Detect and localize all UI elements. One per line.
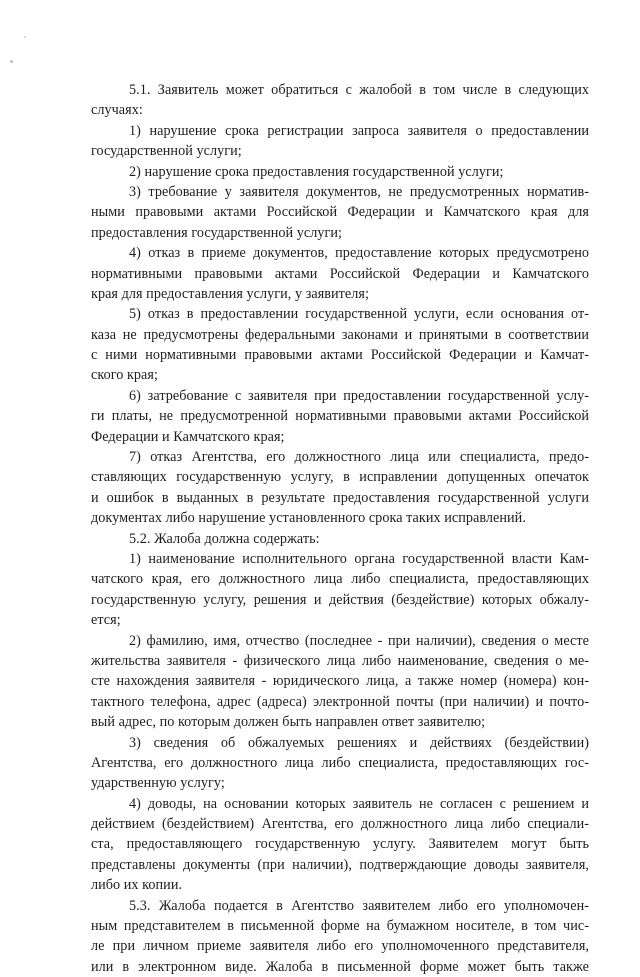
text-line: 4) отказ в приеме документов, предоставление которых предусмотрено	[129, 245, 589, 262]
text-line: вый адрес, по которым должен быть направлен ответ заявителю;	[91, 714, 486, 731]
scan-speck	[24, 36, 26, 38]
text-line: Федерации и Камчатского края;	[91, 428, 285, 445]
text-line: государственной услуги;	[91, 143, 242, 160]
text-line: ными правовыми актами Российской Федерации и Камчатского края для	[91, 204, 589, 221]
text-line: края для предоставления услуги, у заявителя;	[91, 285, 369, 302]
scan-speck	[10, 60, 13, 63]
text-line: 1) наименование исполнительного органа государственной власти Кам-	[129, 550, 589, 567]
text-line: тактного телефона, адрес (адреса) электронной почты (при наличии) и почто-	[91, 693, 589, 710]
text-line: ги платы, не предусмотренной нормативными правовыми актами Российской	[91, 408, 589, 425]
text-line: представлены документы (при наличии), подтверждающие доводы заявителя,	[91, 856, 589, 873]
text-line: 2) нарушение срока предоставления государственной услуги;	[129, 163, 504, 180]
text-line: с ними нормативными правовыми актами Российской Федерации и Камчат-	[91, 347, 589, 364]
text-line: каза не предусмотрены федеральными законами и принятыми в соответствии	[91, 326, 589, 343]
text-line: жительства заявителя - физического лица либо наименование, сведения о ме-	[91, 652, 589, 669]
text-line: 1) нарушение срока регистрации запроса заявителя о предоставлении	[129, 122, 589, 139]
text-line: ударственную услугу;	[91, 775, 225, 792]
text-line: 3) сведения об обжалуемых решениях и действиях (бездействии)	[129, 734, 589, 751]
text-line: 5) отказ в предоставлении государственной услуги, если основания от-	[129, 306, 589, 323]
text-line: 5.3. Жалоба подается в Агентство заявителем либо его уполномочен-	[129, 897, 589, 914]
text-line: 5.1. Заявитель может обратиться с жалобой в том числе в следующих	[129, 82, 589, 98]
text-line: ста, предоставляющего государственную услугу. Заявителем могут быть	[91, 836, 589, 853]
text-line: 7) отказ Агентства, его должностного лица или специалиста, предо-	[129, 449, 589, 466]
text-line: случаях:	[91, 102, 143, 119]
text-line: нормативными правовыми актами Российской Федерации и Камчатского	[91, 265, 589, 282]
text-line: 5.2. Жалоба должна содержать:	[129, 530, 320, 547]
text-line: Агентства, его должностного лица либо специалиста, предоставляющих гос-	[91, 754, 589, 771]
text-line: ле при личном приеме заявителя либо его уполномоченного представителя,	[91, 938, 589, 955]
text-line: ского края;	[91, 367, 158, 384]
text-line: либо их копии.	[91, 877, 183, 894]
text-line: и ошибок в выданных в результате предоставления государственной услуги	[91, 489, 589, 506]
text-line: сте нахождения заявителя - юридического лица, а также номер (номера) кон-	[91, 673, 589, 690]
text-line: ется;	[91, 612, 121, 629]
text-line: 6) затребование с заявителя при предоставлении государственной услу-	[129, 387, 589, 404]
text-line: ным представителем в письменной форме на бумажном носителе, в том чис-	[91, 918, 589, 935]
text-line: ставляющих государственную услугу, в исправлении допущенных опечаток	[91, 469, 589, 486]
text-line: чатского края, его должностного лица либо специалиста, предоставляющих	[91, 571, 589, 588]
text-line: документах либо нарушение установленного срока таких исправлений.	[91, 510, 526, 527]
text-line: государственную услугу, решения и действия (бездействие) которых обжалу-	[91, 591, 589, 608]
text-line: 3) требование у заявителя документов, не предусмотренных норматив-	[129, 183, 589, 200]
text-line: или в электронном виде. Жалоба в письменной форме может быть также	[91, 958, 589, 975]
text-line: 2) фамилию, имя, отчество (последнее - при наличии), сведения о месте	[129, 632, 589, 649]
text-line: 4) доводы, на основании которых заявитель не согласен с решением и	[129, 795, 589, 812]
text-line: действием (бездействием) Агентства, его должностного лица либо специали-	[91, 816, 589, 833]
document-body	[91, 80, 589, 977]
text-line: предоставления государственной услуги;	[91, 224, 343, 241]
